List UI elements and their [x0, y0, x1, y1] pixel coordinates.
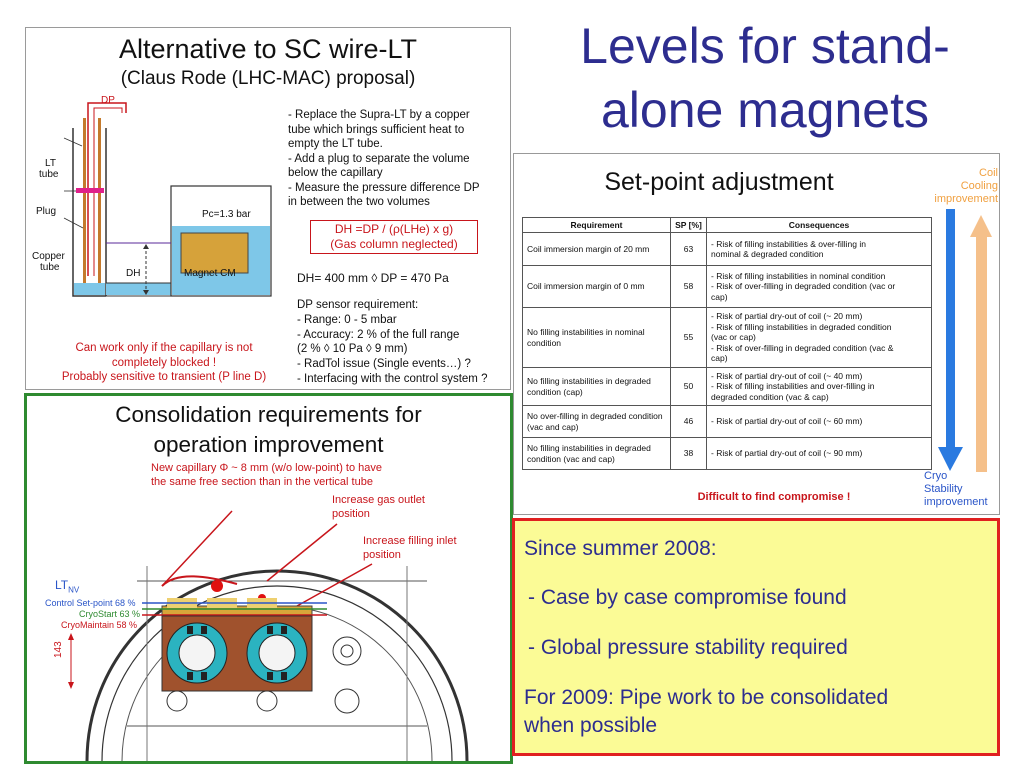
note-line: Probably sensitive to transient (P line D): [61, 371, 267, 383]
row-consequences: [707, 266, 932, 308]
panel-title: [27, 400, 510, 460]
bullet-line: empty the LT tube.: [288, 138, 383, 150]
row-requirement: Coil immersion margin of 20 mm: [523, 233, 671, 266]
table-row: [523, 368, 932, 406]
cryomaintain-label: CryoMaintain 58 %: [61, 620, 138, 630]
row-requirement: No filling instabilities in degraded condition (cap): [523, 368, 671, 406]
dimension-143-label: 143: [53, 641, 64, 658]
lt-tube-label-2: tube: [39, 169, 59, 180]
lt-nv-label: [55, 578, 79, 594]
dp-label: DP: [101, 95, 115, 106]
row-consequences: [707, 406, 932, 438]
compromise-note: Difficult to find compromise !: [697, 491, 851, 503]
row-consequences: [707, 308, 932, 368]
summary-line-5: when possible: [524, 714, 658, 737]
lt-sub: NV: [68, 585, 80, 595]
header-sp: SP [%]: [671, 218, 707, 233]
consequence-line: - Risk of over-filling in degraded condition (vac &: [711, 342, 894, 353]
set-point-table: [522, 217, 932, 470]
filling-inlet-line-1: Increase filling inlet: [363, 535, 457, 547]
row-sp: 55: [671, 308, 707, 368]
cryo-label-line: Stability: [924, 483, 963, 495]
lt-tube-diagram: [26, 88, 296, 338]
sensor-line: DP sensor requirement:: [297, 299, 419, 311]
control-setpoint-label: Control Set-point 68 %: [45, 598, 136, 608]
formula-line: DH =DP / (ρ(LHe) x g): [334, 222, 454, 236]
table-row: [523, 233, 932, 266]
slide-title-line-1: Levels for stand-: [580, 18, 950, 74]
coil-label-line: improvement: [934, 193, 998, 205]
bullet-line: below the capillary: [288, 167, 383, 179]
lt-label: LT: [55, 578, 69, 592]
consequence-line: - Risk of filling instabilities in nominal condition: [711, 270, 886, 281]
consequence-line: - Risk of filling instabilities in degraded condition: [711, 321, 892, 332]
header-consequences: Consequences: [707, 218, 932, 233]
plug-label: Plug: [36, 206, 57, 217]
copper-tube-label-2: tube: [40, 262, 60, 273]
sensor-line: - Interfacing with the control system ?: [297, 372, 488, 385]
gas-outlet-line-1: Increase gas outlet: [332, 494, 425, 506]
dp-sensor-requirements: [297, 298, 511, 387]
capillary-line-2: the same free section than in the vertical tube: [151, 476, 373, 488]
consequence-line: cap): [711, 353, 728, 364]
row-requirement: No over-filling in degraded condition (vac and cap): [523, 406, 671, 438]
copper-tube-label-1: Copper: [32, 251, 65, 262]
title-line-1: Consolidation requirements for: [115, 402, 422, 427]
table-row: [523, 438, 932, 470]
cryo-label-line: Cryo: [924, 470, 948, 482]
coil-label-line: Cooling: [960, 180, 998, 192]
cryo-stability-label: [924, 470, 1000, 509]
alternative-sc-wire-panel: [25, 27, 511, 390]
consolidation-panel: [24, 393, 513, 764]
dh-label: DH: [126, 268, 141, 279]
row-sp: 50: [671, 368, 707, 406]
consequence-line: - Risk of partial dry-out of coil (~ 90 mm): [711, 448, 863, 459]
consequence-line: - Risk of partial dry-out of coil (~ 60 mm): [711, 416, 863, 427]
header-requirement: Requirement: [523, 218, 671, 233]
sensor-line: - RadTol issue (Single events…) ?: [297, 358, 471, 371]
consequence-line: - Risk of partial dry-out of coil (~ 20 mm): [711, 311, 863, 322]
proposal-bullets: [288, 108, 510, 210]
consequence-line: degraded condition (vac & cap): [711, 391, 829, 402]
sensor-line: (2 % ◊ 10 Pa ◊ 9 mm): [297, 343, 408, 356]
consequence-line: (vac or cap): [711, 332, 756, 343]
consequence-line: - Risk of over-filling in degraded condition (vac or: [711, 281, 896, 292]
row-requirement: Coil immersion margin of 0 mm: [523, 266, 671, 308]
sensor-line: - Accuracy: 2 % of the full range: [297, 328, 460, 341]
consequence-line: - Risk of partial dry-out of coil (~ 40 mm): [711, 370, 863, 381]
panel-subtitle: (Claus Rode (LHC-MAC) proposal): [120, 68, 416, 89]
row-sp: 63: [671, 233, 707, 266]
row-sp: 58: [671, 266, 707, 308]
title-line-2: operation improvement: [153, 432, 384, 457]
cryo-label-line: improvement: [924, 496, 988, 508]
dh-value: DH= 400 mm ◊ DP = 470 Pa: [297, 271, 449, 285]
consequence-line: - Risk of filling instabilities and over-filling in: [711, 381, 875, 392]
sensor-line: - Range: 0 - 5 mbar: [297, 313, 397, 326]
slide-title-line-2: alone magnets: [600, 82, 929, 138]
bullet-line: - Measure the pressure difference DP: [288, 181, 480, 194]
dh-formula-box: [310, 220, 478, 254]
note-line: completely blocked !: [111, 356, 217, 369]
coil-label-line: Coil: [979, 167, 998, 179]
table-row: [523, 406, 932, 438]
row-consequences: [707, 233, 932, 266]
summary-line-4: For 2009: Pipe work to be consolidated: [524, 686, 889, 709]
bullet-line: tube which brings sufficient heat to: [288, 123, 465, 136]
summary-panel: [512, 518, 1000, 756]
table-row: [523, 308, 932, 368]
magnet-cm-label: Magnet CM: [184, 268, 236, 279]
filling-inlet-line-2: position: [363, 549, 401, 561]
set-point-panel: [513, 153, 1000, 515]
row-consequences: [707, 438, 932, 470]
coil-cooling-label: [924, 167, 998, 206]
row-sp: 46: [671, 406, 707, 438]
gas-outlet-line-2: position: [332, 508, 370, 520]
consequence-line: cap): [711, 291, 728, 302]
pressure-label: Pc=1.3 bar: [202, 209, 251, 220]
row-consequences: [707, 368, 932, 406]
consequence-line: - Risk of filling instabilities & over-filling in: [711, 238, 866, 249]
panel-title: Set-point adjustment: [604, 168, 834, 196]
bullet-line: in between the two volumes: [288, 196, 430, 208]
capillary-line-1: New capillary Φ ~ 8 mm (w/o low-point) to have: [151, 462, 382, 474]
cryostart-label: CryoStart 63 %: [79, 609, 141, 619]
row-sp: 38: [671, 438, 707, 470]
formula-note: (Gas column neglected): [330, 237, 458, 251]
summary-line-2: - Case by case compromise found: [528, 586, 847, 609]
improvement-arrows: [932, 209, 1000, 474]
consequence-line: nominal & degraded condition: [711, 249, 824, 259]
capillary-note: [38, 341, 290, 385]
bullet-line: - Add a plug to separate the volume: [288, 152, 470, 165]
note-line: Can work only if the capillary is not: [75, 342, 253, 354]
panel-title: Alternative to SC wire-LT: [118, 34, 418, 64]
slide-title: [530, 14, 1000, 142]
summary-line-1: Since summer 2008:: [524, 537, 717, 560]
row-requirement: No filling instabilities in nominal condition: [523, 308, 671, 368]
summary-line-3: - Global pressure stability required: [528, 636, 848, 659]
row-requirement: No filling instabilities in degraded condition (vac and cap): [523, 438, 671, 470]
bullet-line: - Replace the Supra-LT by a copper: [288, 109, 470, 121]
table-row: [523, 266, 932, 308]
lt-tube-label-1: LT: [45, 158, 56, 169]
table-header-row: [523, 218, 932, 233]
